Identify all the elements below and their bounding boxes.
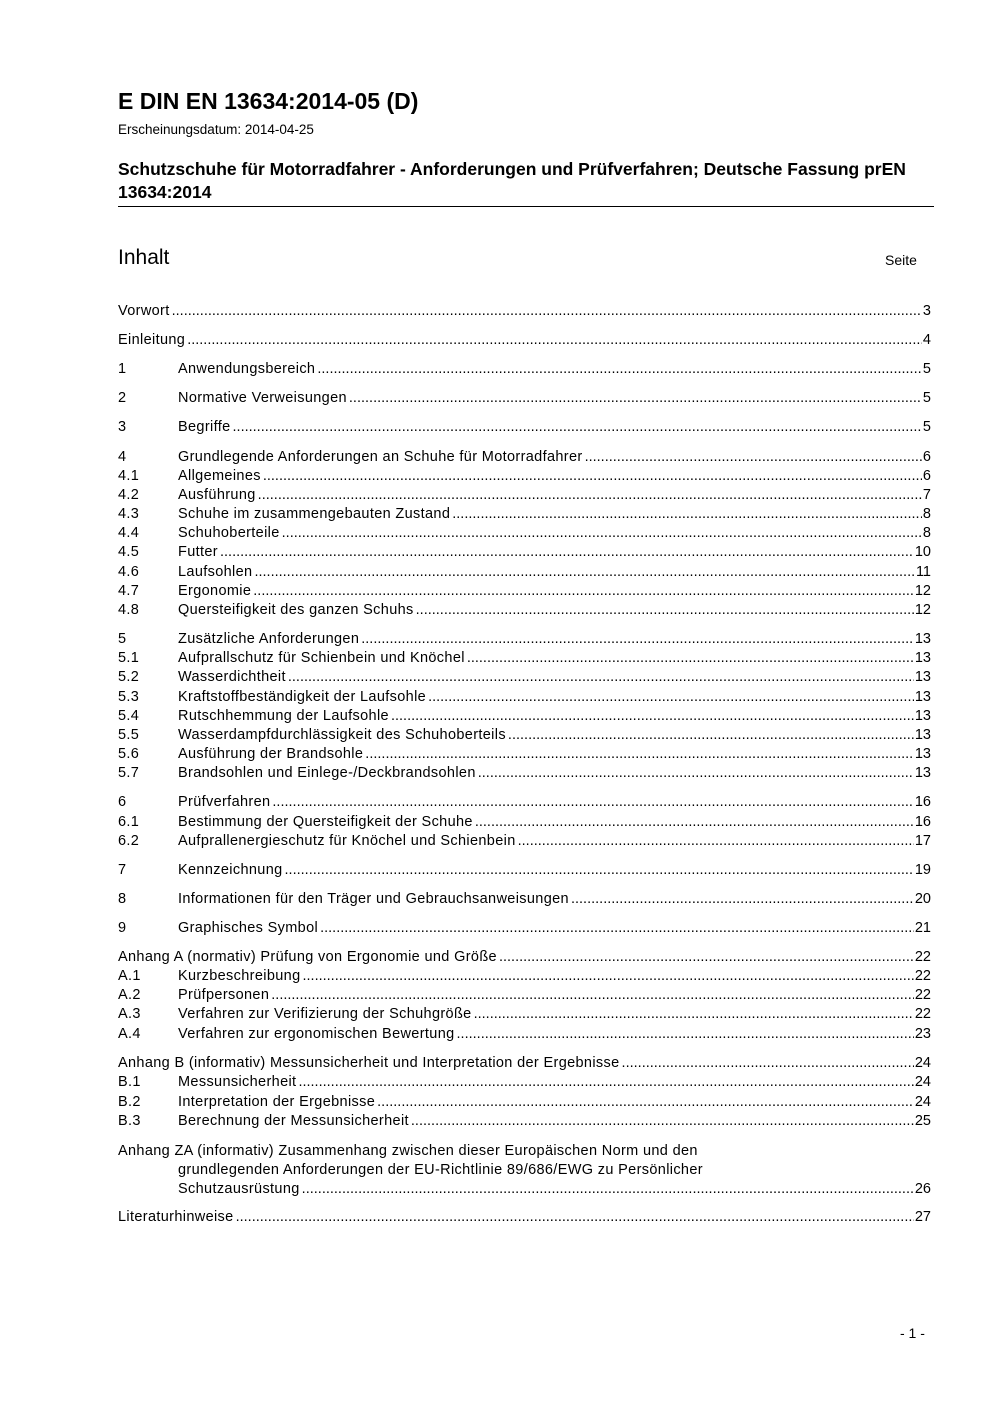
toc-entry-title: Graphisches Symbol [178,920,319,936]
toc-entry-page: 7 [922,487,931,503]
dot-leader [349,389,922,408]
toc-entry-page: 5 [922,361,931,377]
toc-entry[interactable] [118,832,931,851]
dot-leader [263,467,922,486]
dot-leader [478,764,914,783]
toc-entry[interactable] [118,668,931,687]
toc-entry[interactable] [118,601,931,620]
dot-leader [391,707,914,726]
toc-entry-number: 4.2 [118,487,140,503]
toc-entry[interactable] [118,360,931,379]
toc-entry-title: Brandsohlen und Einlege-/Deckbrandsohlen [178,765,476,781]
toc-entry-title: Laufsohlen [178,564,253,580]
toc-entry[interactable] [118,543,931,562]
toc-entry-title-line: Anhang ZA (informativ) Zusammenhang zwischen dieser Europäischen Norm und den [118,1143,698,1159]
document-title: E DIN EN 13634:2014-05 (D) [118,88,419,114]
dot-leader [474,1005,914,1024]
dot-leader [253,582,914,601]
toc-entry[interactable] [118,793,931,812]
dot-leader [298,1073,913,1092]
toc-entry[interactable] [118,813,931,832]
toc-entry[interactable] [118,418,931,437]
dot-leader [622,1054,914,1073]
toc-entry-number: 5.5 [118,727,140,743]
dot-leader [282,524,922,543]
toc-entry-page: 20 [914,891,931,907]
toc-entry-page: 22 [914,968,931,984]
toc-entry-title: Interpretation der Ergebnisse [178,1094,376,1110]
toc-entry-title: Ausführung der Brandsohle [178,746,364,762]
toc-entry-page: 16 [914,814,931,830]
dot-leader [254,563,914,582]
toc-entry-number: 5.3 [118,689,140,705]
toc-entry-number: 1 [118,361,127,377]
toc-entry-page: 23 [914,1026,931,1042]
title-divider [118,206,934,207]
toc-entry-page: 27 [914,1209,931,1225]
toc-entry-number: 2 [118,390,127,406]
dot-leader [220,543,914,562]
toc-entry[interactable] [118,764,931,783]
toc-entry[interactable] [118,1025,931,1044]
dot-leader [475,813,914,832]
dot-leader [361,630,914,649]
toc-entry[interactable] [118,389,931,408]
toc-entry-title: Anwendungsbereich [178,361,316,377]
toc-entry-title: Grundlegende Anforderungen an Schuhe für Motorradfahrer [178,449,583,465]
dot-leader [258,486,922,505]
toc-entry[interactable] [118,649,931,668]
toc-entry-page: 6 [922,468,931,484]
toc-entry-title: Aufprallschutz für Schienbein und Knöchel [178,650,465,666]
dot-leader [428,688,914,707]
toc-entry-number: 5.4 [118,708,140,724]
toc-entry-title: Anhang B (informativ) Messunsicherheit und Interpretation der Ergebnisse [118,1055,620,1071]
dot-leader [571,890,914,909]
dot-leader [499,948,914,967]
toc-entry[interactable] [118,919,931,938]
toc-heading: Inhalt [118,246,170,269]
toc-entry-number: 4.1 [118,468,140,484]
toc-entry-page: 8 [922,525,931,541]
toc-entry-page: 22 [914,987,931,1003]
publication-date: Erscheinungsdatum: 2014-04-25 [118,122,314,137]
dot-leader [271,986,914,1005]
toc-entry-title: Literaturhinweise [118,1209,234,1225]
dot-leader [365,745,914,764]
toc-entry-title: Kraftstoffbeständigkeit der Laufsohle [178,689,427,705]
dot-leader [411,1112,914,1131]
toc-entry-page: 3 [922,303,931,319]
toc-entry[interactable] [118,861,931,880]
toc-entry-number: 5.2 [118,669,140,685]
toc-entry-page: 24 [914,1074,931,1090]
toc-entry-title: Schuhe im zusammengebauten Zustand [178,506,451,522]
toc-entry-title: Ausführung [178,487,256,503]
toc-entry-page: 13 [914,746,931,762]
toc-entry-title: Begriffe [178,419,231,435]
toc-entry-page: 4 [922,332,931,348]
page-number: - 1 - [900,1325,925,1341]
toc-entry-page: 24 [914,1094,931,1110]
dot-leader [285,861,914,880]
toc-entry-page: 6 [922,449,931,465]
toc-entry-title: Futter [178,544,218,560]
toc-entry-title: Prüfpersonen [178,987,270,1003]
toc-entry-page: 19 [914,862,931,878]
dot-leader [288,668,914,687]
toc-entry[interactable] [118,448,931,467]
toc-entry-number: 5.6 [118,746,140,762]
dot-leader [187,331,922,350]
toc-entry[interactable] [118,302,931,321]
toc-entry-title: Allgemeines [178,468,261,484]
toc-entry-page: 13 [914,727,931,743]
toc-entry-page: 13 [914,650,931,666]
toc-entry-title: Wasserdichtheit [178,669,286,685]
toc-entry-number: B.1 [118,1074,141,1090]
toc-entry[interactable] [118,745,931,764]
toc-entry-title: Aufprallenergieschutz für Knöchel und Schienbein [178,833,516,849]
toc-entry[interactable] [118,967,931,986]
toc-entry-title: Berechnung der Messunsicherheit [178,1113,409,1129]
toc-entry-page: 13 [914,765,931,781]
toc-entry-number: 5.1 [118,650,140,666]
toc-entry-title: Quersteifigkeit des ganzen Schuhs [178,602,414,618]
toc-entry[interactable] [118,688,931,707]
toc-entry-page: 21 [914,920,931,936]
toc-entry[interactable] [118,1112,931,1131]
toc-entry-page: 13 [914,689,931,705]
toc-entry-page: 8 [922,506,931,522]
toc-entry-number: 4.6 [118,564,140,580]
toc-entry[interactable] [118,524,931,543]
dot-leader [416,601,914,620]
toc-entry[interactable] [118,505,931,524]
toc-entry[interactable] [118,726,931,745]
toc-entry-title: Bestimmung der Quersteifigkeit der Schuhe [178,814,473,830]
toc-entry-number: 9 [118,920,127,936]
toc-entry-title: Informationen für den Träger und Gebrauchsanweisungen [178,891,569,907]
toc-entry-number: 6.2 [118,833,140,849]
dot-leader [377,1093,914,1112]
toc-entry-number: 4 [118,449,127,465]
toc-entry-page: 13 [914,708,931,724]
dot-leader [508,726,914,745]
dot-leader [172,302,922,321]
toc-entry[interactable] [118,1093,931,1112]
toc-entry[interactable] [118,582,931,601]
toc-entry-title: Prüfverfahren [178,794,271,810]
toc-entry-title: Verfahren zur ergonomischen Bewertung [178,1026,455,1042]
toc-entry-page: 24 [914,1055,931,1071]
toc-entry-page: 5 [922,390,931,406]
toc-entry-literature[interactable] [118,1208,931,1227]
toc-entry-number: 4.4 [118,525,140,541]
toc-page-column-label: Seite [885,252,917,268]
toc-entry-title: Wasserdampfdurchlässigkeit des Schuhoberteils [178,727,506,743]
toc-entry-number: 4.7 [118,583,140,599]
dot-leader [457,1025,914,1044]
toc-entry-number: 5.7 [118,765,140,781]
toc-entry[interactable] [118,331,931,350]
toc-entry-title-line: Schutzausrüstung [178,1181,300,1197]
toc-entry-number: B.3 [118,1113,141,1129]
dot-leader [585,448,922,467]
toc-entry-number: 4.8 [118,602,140,618]
toc-entry-title-line: grundlegenden Anforderungen der EU-Richtlinie 89/686/EWG zu Persönlicher [178,1162,703,1178]
toc-entry-number: A.1 [118,968,141,984]
dot-leader [452,505,922,524]
toc-entry[interactable] [118,948,931,967]
toc-entry[interactable] [118,467,931,486]
toc-entry-title: Ergonomie [178,583,252,599]
toc-entry-page: 10 [914,544,931,560]
toc-entry[interactable] [118,1005,931,1024]
toc-entry-page: 5 [922,419,931,435]
dot-leader [302,967,913,986]
toc-entry-page: 22 [914,949,931,965]
dot-leader [317,360,922,379]
toc-entry-number: 5 [118,631,127,647]
toc-entry-title: Schuhoberteile [178,525,280,541]
toc-entry-title: Normative Verweisungen [178,390,347,406]
toc-entry-page: 11 [915,564,931,580]
toc-entry-page: 16 [914,794,931,810]
dot-leader [467,649,914,668]
toc-entry-title: Zusätzliche Anforderungen [178,631,360,647]
toc-entry-number: B.2 [118,1094,141,1110]
toc-entry-page: 25 [914,1113,931,1129]
toc-entry-number: 8 [118,891,127,907]
toc-entry-number: A.3 [118,1006,141,1022]
toc-entry-title: Messunsicherheit [178,1074,297,1090]
toc-entry-title: Einleitung [118,332,186,348]
dot-leader [518,832,914,851]
dot-leader [272,793,913,812]
toc-entry-annex-za[interactable] [118,1142,931,1199]
toc-entry-title: Vorwort [118,303,170,319]
toc-entry-title: Rutschhemmung der Laufsohle [178,708,389,724]
toc-entry-title: Verfahren zur Verifizierung der Schuhgröße [178,1006,472,1022]
toc-entry-page: 22 [914,1006,931,1022]
toc-entry[interactable] [118,486,931,505]
toc-entry-title: Kennzeichnung [178,862,283,878]
toc-entry[interactable] [118,986,931,1005]
toc-entry[interactable] [118,890,931,909]
toc-entry-page: 12 [914,583,931,599]
toc-entry-number: 6.1 [118,814,140,830]
toc-entry-page: 13 [914,669,931,685]
toc-entry-page: 12 [914,602,931,618]
toc-entry-title: Kurzbeschreibung [178,968,301,984]
toc-entry[interactable] [118,630,931,649]
toc-entry-number: 6 [118,794,127,810]
toc-entry-page: 26 [914,1181,931,1197]
toc-entry-number: 4.3 [118,506,140,522]
toc-entry[interactable] [118,563,931,582]
toc-entry-page: 17 [914,833,931,849]
dot-leader [236,1208,914,1227]
document-subtitle: Schutzschuhe für Motorradfahrer - Anforderungen und Prüfverfahren; Deutsche Fassung prEN 13634:2014 [118,159,906,202]
toc-entry[interactable] [118,1054,931,1073]
toc-entry-number: 3 [118,419,127,435]
dot-leader [302,1180,914,1199]
toc-entry-title: Anhang A (normativ) Prüfung von Ergonomie und Größe [118,949,497,965]
toc-entry[interactable] [118,1073,931,1092]
toc-entry[interactable] [118,707,931,726]
toc-entry-number: 7 [118,862,127,878]
dot-leader [233,418,922,437]
toc-entry-page: 13 [914,631,931,647]
toc-entry-number: A.4 [118,1026,141,1042]
toc-entry-number: 4.5 [118,544,140,560]
toc-entry-number: A.2 [118,987,141,1003]
dot-leader [320,919,914,938]
